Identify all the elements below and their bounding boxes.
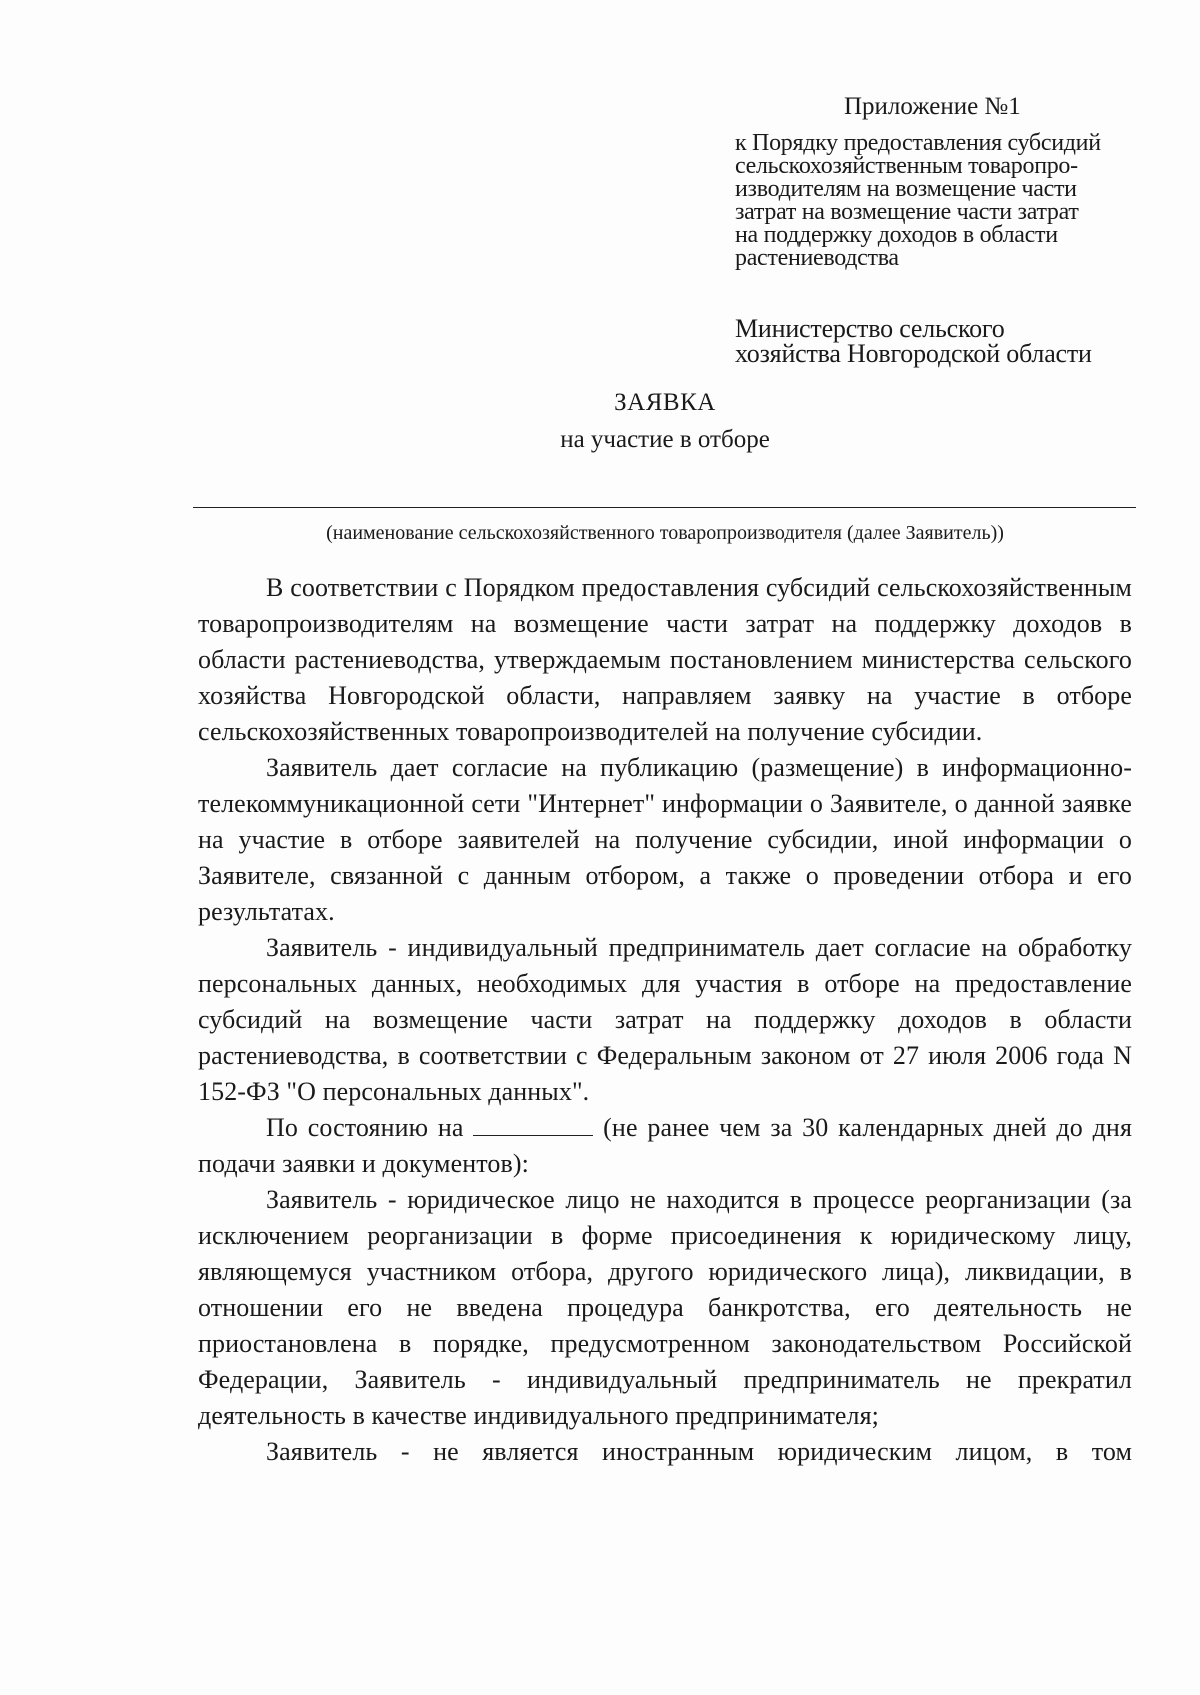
- applicant-name-caption: (наименование сельскохозяйственного товаропроизводителя (далее Заявитель)): [326, 522, 1004, 544]
- document-subtitle: на участие в отборе: [560, 426, 770, 453]
- appendix-line: растениеводства: [735, 245, 899, 271]
- date-blank-field: [473, 1115, 593, 1136]
- status-date-suffix: (не ранее чем за 30 календарных дней до дня подачи заявки и документов):: [198, 1113, 1133, 1178]
- addressee: [735, 316, 1092, 366]
- appendix-line: затрат на возмещение части затрат: [735, 199, 1079, 225]
- addressee-line: Министерство сельского: [735, 314, 1005, 343]
- paragraph-personal-data-consent: Заявитель - индивидуальный предприниматель дает согласие на обработку персональных данных, необходимых для участия в отборе на предоставление субсидий на возмещение части затрат на поддержку доходов в области растениеводства, в соответствии с Федеральным законом от 27 июля 2006 года N 152-ФЗ "О персональных данных".: [198, 933, 1132, 1106]
- paragraph-reorganization: Заявитель - юридическое лицо не находится в процессе реорганизации (за исключением реорганизации в форме присоединения к юридическому лицу, являющемуся участником отбора, другого юридического лица), ликвидации, в отношении его не введена процедура банкротства, его деятельность не приостановлена в порядке, предусмотренном законодательством Российской Федерации, Заявитель - индивидуальный предприниматель не прекратил деятельность в качестве индивидуального предпринимателя;: [198, 1185, 1132, 1430]
- paragraph-foreign-entity: Заявитель - не является иностранным юридическим лицом, в том: [266, 1437, 1132, 1466]
- appendix-reference: [735, 132, 1135, 270]
- paragraph-status-date: [198, 1110, 1132, 1182]
- addressee-line: хозяйства Новгородской области: [735, 339, 1092, 368]
- document-title: ЗАЯВКА: [614, 389, 716, 416]
- appendix-title: Приложение №1: [844, 93, 1021, 120]
- appendix-line: изводителям на возмещение части: [735, 176, 1077, 202]
- appendix-line: сельскохозяйственным товаропро-: [735, 153, 1078, 179]
- applicant-name-fill-line: [193, 507, 1136, 508]
- appendix-line: на поддержку доходов в области: [735, 222, 1058, 248]
- paragraph-publication-consent: Заявитель дает согласие на публикацию (размещение) в информационно-телекоммуникационной сети "Интернет" информации о Заявителе, о данной заявке на участие в отборе заявителей на получение субсидии, иной информации о Заявителе, связанной с данным отбором, а также о проведении отбора и его результатах.: [198, 753, 1132, 926]
- paragraph-request: В соответствии с Порядком предоставления субсидий сельскохозяйственным товаропроизводителям на возмещение части затрат на поддержку доходов в области растениеводства, утверждаемым постановлением министерства сельского хозяйства Новгородской области, направляем заявку на участие в отборе сельскохозяйственных товаропроизводителей на получение субсидии.: [198, 573, 1132, 746]
- status-date-prefix: По состоянию на: [266, 1113, 464, 1142]
- appendix-line: к Порядку предоставления субсидий: [735, 130, 1101, 156]
- application-body: [198, 570, 1132, 1470]
